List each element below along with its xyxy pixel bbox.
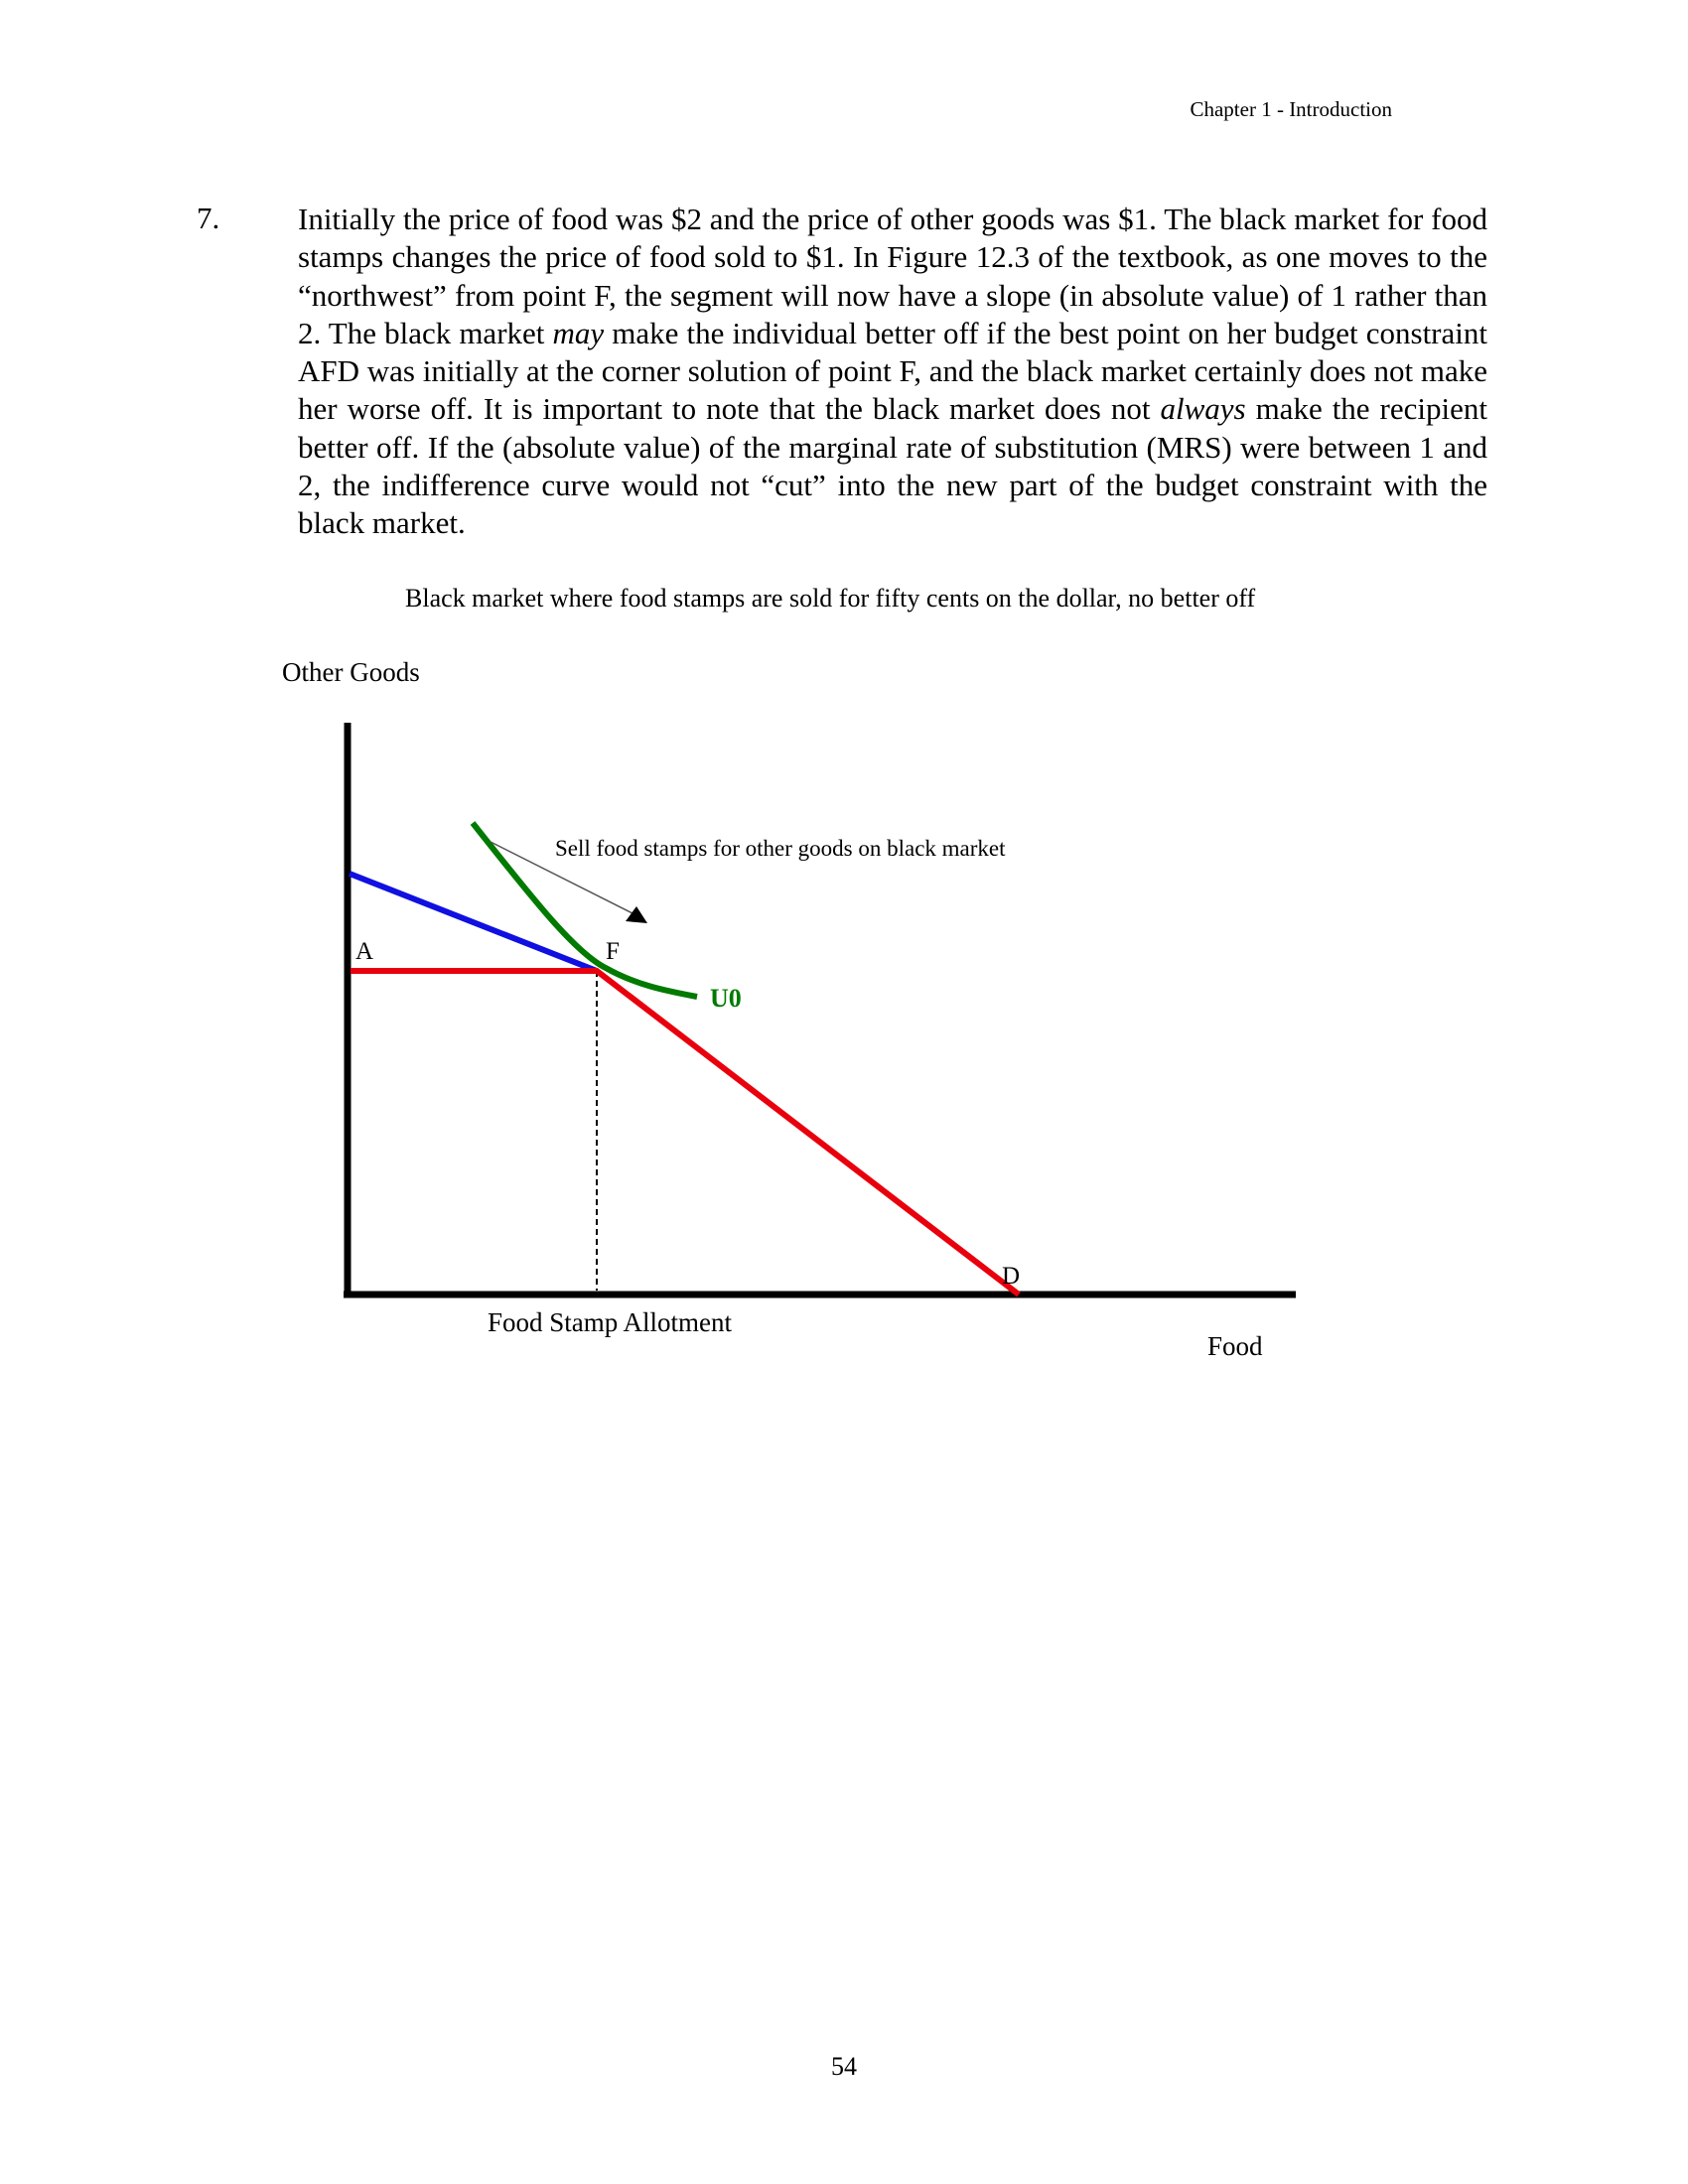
curve-label-u0: U0 [710, 984, 742, 1013]
paragraph-text: Initially the price of food was $2 and the price of other goods was $1. The black market for food stamps changes the price of food sold to $1. In Figure 12.3 of the textbook, as one moves to the “northwest” from point F, the segment will now have a slope (in absolute value) of 1 rather than 2. The black market [298, 202, 1487, 350]
arrowhead [626, 906, 647, 923]
point-label-a: A [355, 938, 374, 965]
paragraph-text: make the recipient better off. If the (absolute value) of the marginal rate of substitution (MRS) were between 1 and 2, the indifference curve would not “cut” into the new part of the budget constraint with the black market. [298, 391, 1487, 541]
black-market-segment [350, 874, 597, 971]
point-label-f: F [606, 938, 620, 965]
point-label-d: D [1002, 1263, 1021, 1290]
allotment-label: Food Stamp Allotment [488, 1307, 733, 1337]
page-number: 54 [831, 2052, 857, 2081]
question-number: 7. [197, 201, 220, 235]
x-axis-label: Food [1207, 1331, 1263, 1361]
running-head: Chapter 1 - Introduction [1190, 97, 1392, 121]
paragraph-text: make the individual better off if the best point on her budget constraint AFD was initially at the corner solution of point F, and the black market certainly does not make her worse off. It is important to note that the black market does not [298, 315, 1487, 427]
budget-constraint-afd [351, 971, 1019, 1295]
figure-title: Black market where food stamps are sold for fifty cents on the dollar, no better off [405, 584, 1256, 613]
emphasis-always: always [1160, 391, 1246, 427]
y-axis-label: Other Goods [282, 657, 420, 687]
annotation-text: Sell food stamps for other goods on black market [555, 836, 1006, 861]
emphasis-may: may [552, 315, 605, 350]
